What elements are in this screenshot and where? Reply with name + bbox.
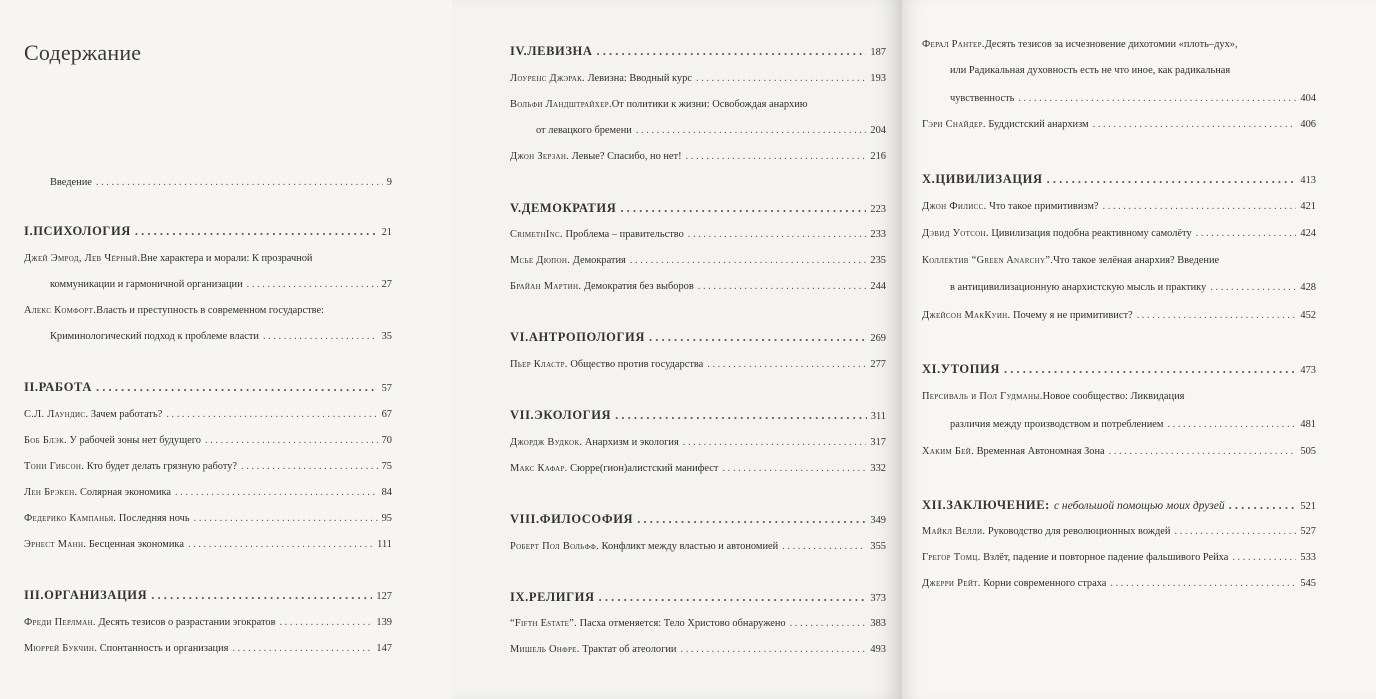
page-title: Содержание (24, 40, 142, 65)
entry-author: “Fifth Estate”. (510, 618, 578, 629)
entry-author: Грегор Томц. (922, 552, 981, 563)
page-number: 35 (381, 331, 392, 342)
toc-entry[interactable] (922, 577, 1316, 591)
leader-dots (683, 436, 867, 450)
entry-text: Демократия без выборов (581, 281, 694, 292)
toc-section-heading[interactable] (510, 201, 886, 217)
entry-text: Десять тезисов о разрастании эгократов (95, 617, 276, 628)
toc-entry[interactable] (922, 525, 1316, 539)
section-number: IX. (510, 590, 529, 604)
entry-author: Мсье Дюпон. (510, 255, 571, 266)
page-number: 332 (870, 463, 886, 474)
leader-dots (1110, 577, 1296, 591)
page-number: 311 (870, 411, 886, 422)
toc-entry[interactable] (510, 617, 886, 631)
leader-dots (722, 462, 866, 476)
entry-text: коммуникации и гармоничной организации (50, 279, 243, 290)
entry-text: Трактат об атеологии (579, 644, 677, 655)
entry-text: Солярная экономика (77, 487, 172, 498)
entry-author: Джей Эмрод, Лев Чёрный. (24, 253, 141, 264)
leader-dots (241, 460, 378, 474)
page-number: 277 (870, 359, 886, 370)
toc-entry[interactable] (922, 390, 1184, 404)
entry-author: Пьер Кластр. (510, 359, 568, 370)
leader-dots (188, 538, 373, 552)
toc-section-heading[interactable] (510, 408, 886, 424)
entry-author: Хаким Бей. (922, 446, 974, 457)
toc-entry-continuation[interactable] (50, 278, 392, 292)
toc-entry[interactable] (24, 642, 392, 656)
section-title: УТОПИЯ (940, 362, 1000, 376)
toc-section-heading[interactable] (24, 380, 392, 396)
section-number: XI. (922, 362, 941, 376)
page-number: 204 (870, 125, 886, 136)
toc-entry[interactable] (922, 309, 1316, 323)
page-number: 75 (381, 461, 392, 472)
entry-text: Корни современного страха (980, 578, 1107, 589)
entry-author: Алекс Комфорт. (24, 305, 97, 316)
page-number: 67 (381, 409, 392, 420)
page-number: 233 (870, 229, 886, 240)
page-number: 452 (1300, 310, 1316, 321)
page-number: 349 (870, 515, 886, 526)
entry-author: Ферал Рантер. (922, 39, 985, 50)
page-number: 193 (870, 73, 886, 84)
page-number: 127 (376, 591, 392, 602)
leader-dots (696, 72, 866, 86)
page-number: 404 (1300, 93, 1316, 104)
leader-dots (96, 380, 378, 394)
page-number: 95 (381, 513, 392, 524)
entry-author: CrimethInc. (510, 229, 563, 240)
leader-dots (247, 278, 378, 292)
leader-dots (630, 254, 867, 268)
toc-section-heading[interactable] (510, 512, 886, 528)
page-number: 505 (1300, 446, 1316, 457)
entry-author: Джон Зерзан. (510, 151, 570, 162)
leader-dots (96, 176, 383, 190)
toc-entry[interactable] (510, 540, 886, 554)
entry-author: Боб Блэк. (24, 435, 67, 446)
toc-section-heading[interactable] (510, 330, 886, 346)
right-page (902, 0, 1376, 699)
leader-dots (1018, 92, 1296, 106)
section-title: ПСИХОЛОГИЯ (33, 224, 131, 238)
toc-section-heading[interactable] (922, 498, 1316, 514)
leader-dots (263, 330, 378, 344)
page-number: 424 (1300, 228, 1316, 239)
entry-author: Мишель Онфре. (510, 644, 580, 655)
toc-entry[interactable] (24, 486, 392, 500)
leader-dots (599, 590, 867, 604)
page-number: 428 (1300, 282, 1316, 293)
page-number: 21 (381, 227, 392, 238)
entry-author: Джордж Вудкок. (510, 437, 583, 448)
section-title: ЛЕВИЗНА (527, 44, 593, 58)
leader-dots (1109, 445, 1297, 459)
section-title: ФИЛОСОФИЯ (539, 512, 634, 526)
section-title: РЕЛИГИЯ (528, 590, 595, 604)
leader-dots (151, 588, 372, 602)
leader-dots (615, 408, 867, 422)
section-title: РАБОТА (38, 380, 92, 394)
entry-author: Роберт Пол Вольфф. (510, 541, 599, 552)
toc-entry[interactable] (922, 551, 1316, 565)
entry-text: Буддистский анархизм (985, 119, 1089, 130)
toc-entry-continuation[interactable] (950, 281, 1316, 295)
leader-dots (649, 330, 866, 344)
entry-text: Сюрре(гион)алистский манифест (567, 463, 719, 474)
page-number: 545 (1300, 578, 1316, 589)
toc-section-heading[interactable] (922, 172, 1316, 188)
section-number: XII. (922, 498, 947, 512)
section-number: IV. (510, 44, 528, 58)
page-number: 533 (1300, 552, 1316, 563)
entry-author: Федерико Кампанья. (24, 513, 117, 524)
entry-text: Конфликт между властью и автономией (599, 541, 779, 552)
page-number: 244 (870, 281, 886, 292)
leader-dots (135, 224, 378, 238)
leader-dots (636, 124, 867, 138)
page-number: 521 (1300, 501, 1316, 512)
entry-author: Вольфи Ландштрайхер. (510, 99, 612, 110)
leader-dots (175, 486, 378, 500)
toc-entry[interactable] (922, 445, 1316, 459)
toc-entry[interactable] (24, 304, 324, 318)
entry-author: Брайан Мартин. (510, 281, 582, 292)
toc-entry[interactable] (510, 150, 886, 164)
leader-dots (205, 434, 378, 448)
entry-author: Коллектив “Green Anarchy”. (922, 255, 1054, 266)
entry-text: Левизна: Вводный курс (584, 73, 692, 84)
toc-entry-continuation[interactable] (950, 92, 1316, 106)
leader-dots (620, 201, 866, 215)
toc-entry[interactable] (510, 462, 886, 476)
entry-text: Почему я не примитивист? (1010, 310, 1133, 321)
entry-text: Спонтанность и организация (97, 643, 229, 654)
entry-text: Бесценная экономика (86, 539, 184, 550)
entry-text: Введение (50, 177, 92, 188)
entry-text: в антицивилизационную анархистскую мысль и практику (950, 282, 1207, 293)
toc-section-heading[interactable] (24, 588, 392, 604)
page-number: 355 (870, 541, 886, 552)
page-number: 481 (1300, 419, 1316, 430)
entry-text: Руководство для революционных вождей (985, 526, 1171, 537)
entry-author: Лен Брэкен. (24, 487, 78, 498)
leader-dots (1229, 498, 1297, 512)
entry-text: Общество против государства (567, 359, 704, 370)
section-number: II. (24, 380, 39, 394)
entry-text: Кто будет делать грязную работу? (84, 461, 238, 472)
toc-entry[interactable] (510, 280, 886, 294)
toc-entry[interactable] (510, 72, 886, 86)
entry-text: Власть и преступность в современном государстве: (96, 305, 324, 316)
leader-dots (1047, 172, 1297, 186)
page-number: 70 (381, 435, 392, 446)
toc-entry-intro[interactable] (50, 176, 392, 190)
toc-entry[interactable] (24, 512, 392, 526)
entry-author: Лоуренс Джэрак. (510, 73, 585, 84)
leader-dots (688, 228, 867, 242)
section-number: X. (922, 172, 936, 186)
toc-entry[interactable] (922, 254, 1219, 268)
entry-text: Новое сообщество: Ликвидация (1042, 391, 1185, 402)
page-number: 473 (1300, 365, 1316, 376)
page-number: 84 (381, 487, 392, 498)
page-number: 216 (870, 151, 886, 162)
leader-dots (1093, 118, 1297, 132)
section-number: V. (510, 201, 522, 215)
leader-dots (637, 512, 866, 526)
entry-author: Джейсон МакКуин. (922, 310, 1011, 321)
page-number: 269 (870, 333, 886, 344)
leader-dots (596, 44, 866, 58)
leader-dots (1137, 309, 1297, 323)
entry-text: Десять тезисов за исчезновение дихотомии «плоть–дух», (984, 39, 1238, 50)
entry-text: Что такое примитивизм? (986, 201, 1099, 212)
section-number: VI. (510, 330, 529, 344)
toc-entry[interactable] (510, 643, 886, 657)
section-number: VII. (510, 408, 535, 422)
entry-text: Анархизм и экология (582, 437, 679, 448)
page-number: 57 (381, 383, 392, 394)
left-page (0, 0, 452, 699)
entry-author: Макс Кафар. (510, 463, 568, 474)
toc-entry[interactable] (510, 358, 886, 372)
entry-author: Эрнест Манн. (24, 539, 87, 550)
entry-author: Джон Филисс. (922, 201, 987, 212)
toc-section-heading[interactable] (510, 44, 886, 60)
page-number: 147 (376, 643, 392, 654)
toc-entry-continuation[interactable] (536, 124, 886, 138)
entry-text: Вне характера и морали: К прозрачной (140, 253, 313, 264)
page-number: 421 (1300, 201, 1316, 212)
entry-text: От политики к жизни: Освобождая анархию (611, 99, 808, 110)
toc-entry[interactable] (24, 434, 392, 448)
page-number: 373 (870, 593, 886, 604)
section-title: ЭКОЛОГИЯ (534, 408, 612, 422)
entry-text: Левые? Спасибо, но нет! (569, 151, 682, 162)
section-title: ЦИВИЛИЗАЦИЯ (935, 172, 1043, 186)
entry-text: Что такое зелёная анархия? Введение (1053, 255, 1220, 266)
toc-entry[interactable] (922, 118, 1316, 132)
entry-text: У рабочей зоны нет будущего (66, 435, 201, 446)
toc-entry[interactable] (510, 436, 886, 450)
leader-dots (279, 616, 372, 630)
toc-entry[interactable] (24, 538, 392, 552)
entry-text: Последняя ночь (116, 513, 190, 524)
entry-text: Пасха отменяется: Тело Христово обнаружено (577, 618, 786, 629)
toc-entry[interactable] (510, 98, 808, 112)
middle-page (452, 0, 902, 699)
page-number: 317 (870, 437, 886, 448)
toc-entry[interactable] (922, 227, 1316, 241)
entry-text: Демократия (570, 255, 626, 266)
leader-dots (1174, 525, 1296, 539)
entry-text: Цивилизация подобна реактивному самолёту (988, 228, 1192, 239)
section-title: АНТРОПОЛОГИЯ (528, 330, 645, 344)
page-number: 235 (870, 255, 886, 266)
page-number: 187 (870, 47, 886, 58)
toc-section-heading[interactable] (922, 362, 1316, 378)
section-number: VIII. (510, 512, 540, 526)
entry-author: Дэвид Уотсон. (922, 228, 989, 239)
toc-entry[interactable] (24, 616, 392, 630)
page-number: 383 (870, 618, 886, 629)
toc-entry[interactable] (510, 254, 886, 268)
entry-author: Фреди Перлман. (24, 617, 96, 628)
toc-entry-continuation[interactable] (50, 330, 392, 344)
toc-entry[interactable] (24, 252, 313, 266)
leader-dots (1103, 200, 1297, 214)
entry-text: Криминологический подход к проблеме власти (50, 331, 259, 342)
leader-dots (194, 512, 378, 526)
page-number: 27 (381, 279, 392, 290)
section-title: ДЕМОКРАТИЯ (521, 201, 617, 215)
entry-text: Временная Автономная Зона (974, 446, 1105, 457)
leader-dots (790, 617, 867, 631)
leader-dots (707, 358, 866, 372)
leader-dots (686, 150, 867, 164)
toc-entry[interactable] (24, 460, 392, 474)
leader-dots (1004, 362, 1296, 376)
page-number: 111 (377, 539, 392, 550)
leader-dots (698, 280, 867, 294)
toc-entry[interactable] (24, 408, 392, 422)
toc-entry-continuation[interactable] (950, 64, 1230, 78)
entry-text: различия между производством и потреблением (950, 419, 1164, 430)
toc-entry[interactable] (510, 228, 886, 242)
leader-dots (166, 408, 377, 422)
section-number: I. (24, 224, 34, 238)
toc-section-heading[interactable] (24, 224, 392, 240)
toc-entry[interactable] (922, 38, 1238, 52)
entry-text: Зачем работать? (88, 409, 163, 420)
page-number: 406 (1300, 119, 1316, 130)
entry-author: Джерри Рейт. (922, 578, 981, 589)
entry-text: или Радикальная духовность есть не что иное, как радикальная (950, 65, 1231, 76)
section-subtitle: с небольшой помощью моих друзей (1053, 500, 1225, 512)
toc-entry-continuation[interactable] (950, 418, 1316, 432)
toc-entry[interactable] (922, 200, 1316, 214)
leader-dots (782, 540, 866, 554)
page-number: 493 (870, 644, 886, 655)
leader-dots (232, 642, 372, 656)
entry-text: Проблема – правительство (562, 229, 684, 240)
entry-author: С.Л. Лаундис. (24, 409, 89, 420)
entry-author: Персиваль и Пол Гудманы. (922, 391, 1043, 402)
entry-text: Взлёт, падение и повторное падение фальшивого Рейха (980, 552, 1229, 563)
page-number: 139 (376, 617, 392, 628)
section-title: ОРГАНИЗАЦИЯ (44, 588, 148, 602)
leader-dots (1210, 281, 1296, 295)
entry-text: чувственность (950, 93, 1015, 104)
entry-author: Гэри Снайдер. (922, 119, 986, 130)
entry-author: Майкл Велли. (922, 526, 986, 537)
page-number: 527 (1300, 526, 1316, 537)
page-number: 223 (870, 204, 886, 215)
leader-dots (681, 643, 867, 657)
entry-text: от левацкого бремени (536, 125, 632, 136)
page-number: 9 (386, 177, 392, 188)
leader-dots (1196, 227, 1297, 241)
page-number: 413 (1300, 175, 1316, 186)
section-title: ЗАКЛЮЧЕНИЕ: (946, 498, 1050, 512)
section-number: III. (24, 588, 45, 602)
leader-dots (1167, 418, 1296, 432)
entry-author: Мюррей Букчин. (24, 643, 98, 654)
entry-author: Тони Гибсон. (24, 461, 85, 472)
leader-dots (1232, 551, 1296, 565)
toc-section-heading[interactable] (510, 590, 886, 606)
